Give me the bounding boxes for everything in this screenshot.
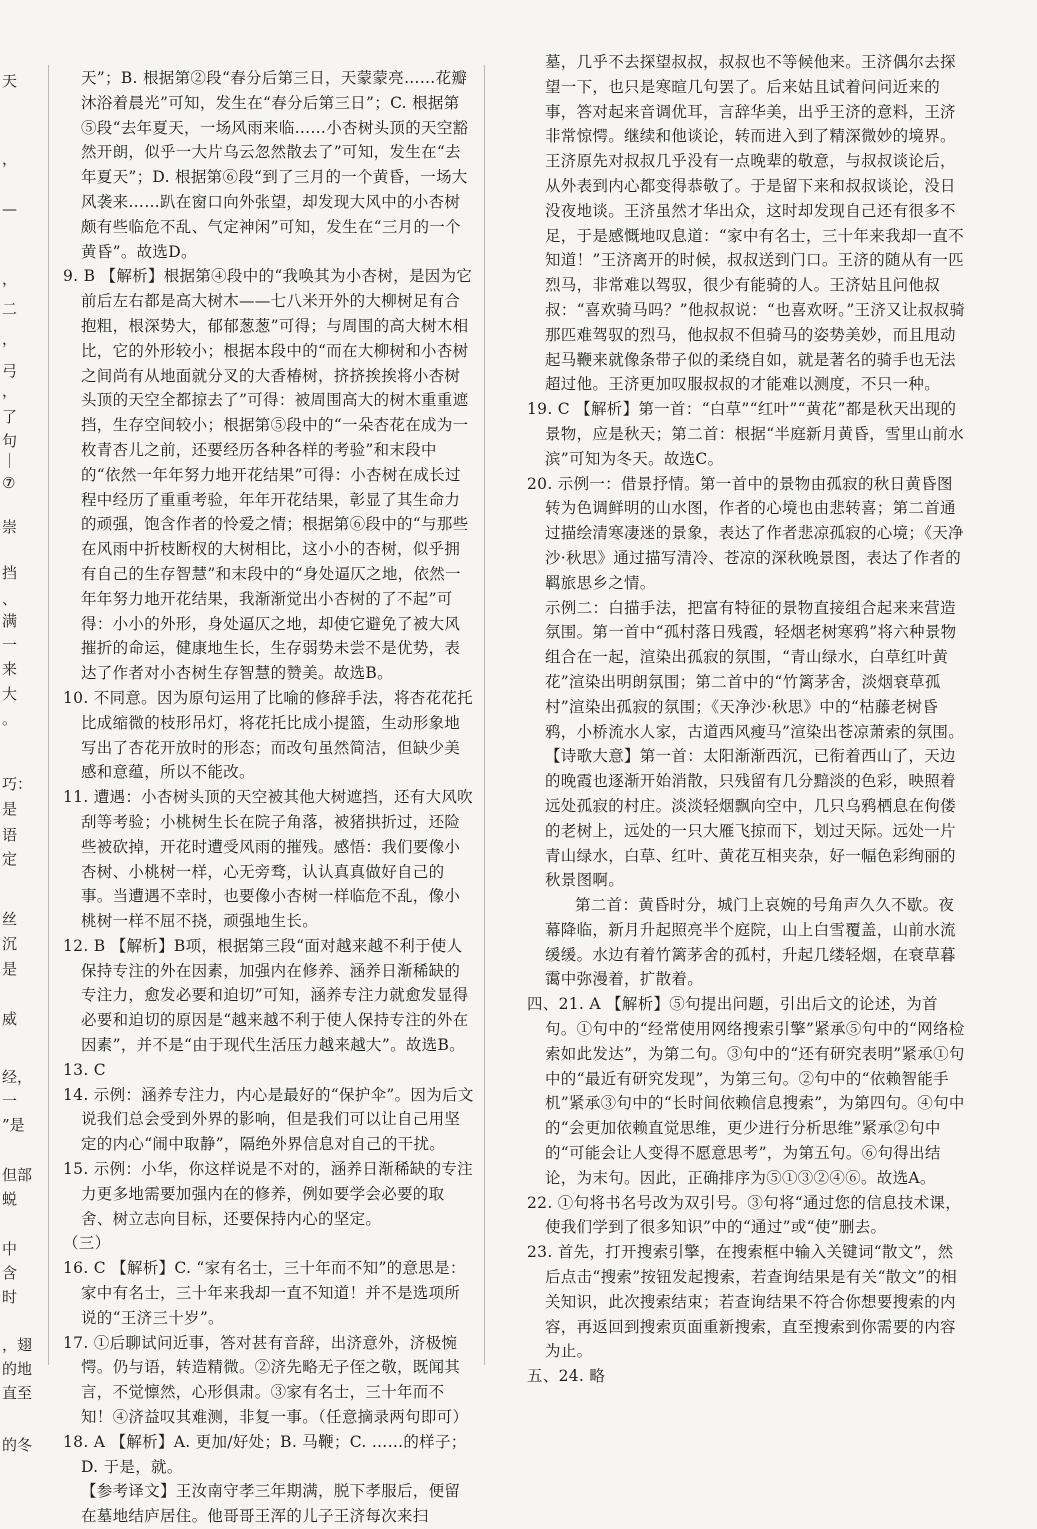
edge-fragment: 天 (2, 72, 18, 90)
column-divider (48, 65, 49, 1365)
answer-item-20: 20. 示例一：借景抒情。第一首中的景物由孤寂的秋日黄昏图转为色调鲜明的山水图，作者的心境也由悲转喜；第二首通过描绘清寒凄迷的景象，表达了作者悲凉孤寂的心境；《天净沙·秋思》通过描写清冷、苍凉的深秋晚景图，表达了作者的羁旅思乡之情。 (527, 474, 964, 592)
edge-fragment: ｜ (2, 452, 18, 470)
reference-translation-continued: 墓，几乎不去探望叔叔，叔叔也不等候他来。王济偶尔去探望一下，也只是寒暄几句罢了。后来姑且试着问问近来的事，答对起来音调优耳，言辞华美，出乎王济的意料，王济非常惊愕。继续和他谈论，转而进入到了精深微妙的境界。王济原先对叔叔几乎没有一点晚辈的敬意，与叔叔谈论后，从外表到内心都变得恭敬了。于是留下来和叔叔谈论，没日没夜地谈。王济虽然才华出众，这时却发现自己还有很多不足，于是感慨地叹息道：“家中有名士，三十年来我却一直不知道！”王济离开的时候，叔叔送到门口。王济的随从有一匹烈马，非常难以驾驭，很少有能骑的人。王济姑且问他叔叔：“喜欢骑马吗？”他叔叔说：“也喜欢呀。”王济又让叔叔骑那匹难驾驭的烈马，他叔叔不但骑马的姿势美妙，而且甩动起马鞭来就像条带子似的柔绕自如，就是著名的骑手也无法超过他。王济更加叹服叔叔的才能难以测度，不只一种。 (545, 53, 966, 394)
edge-fragment: ⑦ (2, 474, 16, 492)
answer-item-21: 四、21. A 【解析】⑤句提出问题，引出后文的论述，为首句。①句中的“经常使用网络搜索引擎”紧承⑤句中的“网络检索如此发达”，为第二句。③句中的“还有研究表明”紧承①句中的“最近有研究发现”，为第三句。②句中的“依赖智能手机”紧承③句中的“长时间依赖信息搜索”，为第四句。④句中的“会更加依赖直觉思维，更少进行分析思维”紧承②句中的“可能会让人变得不愿意思考”，为第五句。⑥句得出结论，为末句。因此，正确排序为⑤①③②④⑥。故选A。 (527, 995, 965, 1187)
edge-fragment: 二 (2, 300, 18, 318)
section-heading: （三） (63, 1234, 111, 1253)
edge-fragment: 一 (2, 636, 18, 654)
edge-fragment: 直至 (2, 1384, 33, 1402)
answer-column-right (527, 50, 967, 1389)
edge-fragment: 威 (2, 1010, 18, 1028)
edge-fragment: 定 (2, 850, 18, 868)
answer-item-18: 18. A 【解析】A. 更加/好处；B. 马鞭；C. ……的样子；D. 于是，就。 (63, 1432, 467, 1476)
edge-fragment: ， (2, 150, 18, 168)
answer-item-19: 19. C 【解析】第一首：“白草”“红叶”“黄花”都是秋天出现的景物，应是秋天；第二首：根据“半庭新月黄昏，雪里山前水滨”可知为冬天。故选C。 (527, 400, 965, 468)
edge-fragment: 大 (2, 685, 18, 703)
edge-fragment: 弓 (2, 362, 18, 380)
edge-fragment: 丝 (2, 910, 18, 928)
column-divider (484, 65, 485, 1365)
edge-fragment: 的冬 (2, 1436, 33, 1454)
answer-item-20-example-2: 示例二：白描手法，把富有特征的景物直接组合起来来营造氛围。第一首中“孤村落日残霞，轻烟老树寒鸦”将六种景物组合在一起，渲染出孤寂的氛围，“青山绿水，白草红叶黄花”渲染出明朗氛围；第二首中的“竹篱茅舍，淡烟衰草孤村”渲染出孤寂的氛围；《天净沙·秋思》中的“枯藤老树昏鸦，小桥流水人家，古道西风瘦马”渲染出苍凉萧索的氛围。 (545, 598, 965, 741)
edge-fragment: 是 (2, 800, 18, 818)
reference-translation: 【参考译文】王汝南守孝三年期满，脱下孝服后，便留在墓地结庐居住。他哥哥王浑的儿子王济每次来扫 (81, 1482, 461, 1526)
edge-fragment: 含 (2, 1264, 18, 1282)
edge-fragment: 、 (2, 590, 18, 608)
edge-fragment: 的地 (2, 1360, 33, 1378)
answer-item-17: 17. ①后聊试问近事，答对甚有音辞，出济意外，济极惋愕。仍与语，转造精微。②济先略无子侄之敬，既闻其言，不觉懔然，心形俱肃。③家有名士，三十年而不知！④济益叹其难测，非复一事。（任意摘录两句即可） (63, 1333, 469, 1427)
edge-fragment: 句 (2, 432, 18, 450)
edge-fragment: 满 (2, 612, 18, 630)
edge-fragment: 巧： (2, 775, 33, 793)
answer-item-23: 23. 首先，打开搜索引擎，在搜索框中输入关键词“散文”，然后点击“搜索”按钮发起搜索，若查询结果是有关“散文”的相关知识，此次搜索结束；若查询结果不符合你想要搜索的内容，再返回到搜索页面重新搜索，直至搜索到你需要的内容为止。 (527, 1243, 958, 1361)
edge-fragment: 中 (2, 1240, 18, 1258)
edge-fragment: 。 (2, 710, 18, 728)
edge-fragment: ，翅 (2, 1336, 33, 1354)
left-edge-cutoff-text (0, 0, 42, 1470)
edge-fragment: 挡 (2, 564, 18, 582)
answer-column-left (63, 66, 475, 1529)
edge-fragment: ， (2, 270, 18, 288)
answer-item-24: 五、24. 略 (527, 1367, 606, 1386)
answer-item-16: 16. C 【解析】C. “家有名士，三十年而不知”的意思是：家中有名士，三十年来我却一直不知道！并不是选项所说的“王济三十岁”。 (63, 1259, 466, 1327)
edge-fragment: 蜕 (2, 1190, 18, 1208)
answer-item-22: 22. ①句将书名号改为双引号。③句将“通过您的信息技术课，使我们学到了很多知识”中的“通过”或“使”删去。 (527, 1193, 962, 1237)
edge-fragment: 经， (2, 1068, 33, 1086)
edge-fragment: 语 (2, 826, 18, 844)
answer-item-14: 14. 示例：涵养专注力，内心是最好的“保护伞”。因为后文说我们总会受到外界的影响，但是我们可以让自己用坚定的内心“闹中取静”，隔绝外界信息对自己的干扰。 (63, 1085, 474, 1154)
edge-fragment: ， (2, 382, 18, 400)
edge-fragment: 沉 (2, 935, 18, 953)
edge-fragment: — (2, 200, 17, 218)
answer-item: 天”；B. 根据第②段“春分后第三日，天蒙蒙亮……花瓣沐浴着晨光”可知，发生在“春分后第三日”；C. 根据第⑤段“去年夏天，一场风雨来临……小杏树头顶的天空豁然开朗，似乎一大片乌云忽然散去了”可知，发生在“去年夏天”；D. 根据第⑥段“到了三月的一个黄昏，一场大风袭来……趴在窗口向外张望，却发现大风中的小杏树颇有些临危不乱、气定神闲”可知，发生在“三月的一个黄昏”。故选D。 (81, 69, 469, 261)
poem-meaning-second: 第二首：黄昏时分，城门上哀婉的号角声久久不歇。夜幕降临，新月升起照亮半个庭院，山上白雪覆盖，山前水流缓缓。水边有着竹篱茅舍的孤村，升起几缕轻烟，在衰草暮霭中弥漫着，扩散着。 (545, 896, 956, 989)
answer-item-11: 11. 遭遇：小杏树头顶的天空被其他大树遮挡，还有大风吹刮等考验；小桃树生长在院子角落，被猪拱折过，还险些被砍掉，开花时遭受风雨的摧残。感悟：我们要像小杏树、小桃树一样，心无旁骛，认认真真做好自己的事。当遭遇不幸时，也要像小杏树一样临危不乱，像小桃树一样不屈不挠，顽强地生长。 (63, 788, 473, 931)
answer-item-12: 12. B 【解析】B项，根据第三段“面对越来越不利于使人保持专注的外在因素，加强内在修养、涵养日渐稀缺的专注力，愈发必要和迫切”可知，涵养专注力就愈发显得必要和迫切的原因是“越来越不利于使人保持专注的外在因素”，并不是“由于现代生活压力越来越大”。故选B。 (63, 936, 469, 1055)
answer-item-9: 9. B 【解析】根据第④段中的“我唤其为小杏树，是因为它前后左右都是高大树木——七八米开外的大柳树足有合抱粗，根深势大，郁郁葱葱”可得；与周围的高大树木相比，它的外形较小；根据本段中的“而在大柳树和小杏树之间尚有从地面就分叉的大香椿树，挤挤挨挨将小杏树头顶的天空全都掠去了”可得：被周围高大的树木重重遮挡，生存空间较小；根据第⑤段中的“一朵杏花在成为一枚青杏儿之前，还要经历各种各样的考验”和末段中的“依然一年年努力地开花结果”可得：小杏树在成长过程中经历了重重考验，年年开花结果，彰显了其生命力的顽强，饱含作者的怜爱之情；根据第⑥段中的“与那些在风雨中折枝断杈的大树相比，这小小的杏树，似乎拥有自己的生存智慧”和末段中的“身处逼仄之地，依然一年年努力地开花结果，我渐渐觉出小杏树的了不起”可得：小小的外形，身处逼仄之地，却使它避免了被大风摧折的命运，健康地生长，生存弱势未尝不是优势，表达了作者对小杏树生存智慧的赞美。故选B。 (63, 267, 473, 683)
edge-fragment: 是 (2, 960, 18, 978)
edge-fragment: 但部 (2, 1166, 33, 1184)
answer-item-15: 15. 示例：小华，你这样说是不对的，涵养日渐稀缺的专注力更多地需要加强内在的修养，例如要学会必要的取舍、树立志向目标，还要保持内心的坚定。 (63, 1160, 473, 1228)
answer-item-10: 10. 不同意。因为原句运用了比喻的修辞手法，将杏花花托比成缩微的枝形吊灯，将花托比成小提篮，生动形象地写出了杏花开放时的形态；而改句虽然简洁，但缺少美感和意蕴，所以不能改。 (63, 688, 473, 782)
edge-fragment: ”是 (2, 1116, 25, 1134)
edge-fragment: 时 (2, 1288, 18, 1306)
poem-meaning: 【诗歌大意】第一首：太阳渐渐西沉，已衔着西山了，天边的晚霞也逐渐开始消散，只残留有几分黯淡的色彩，映照着远处孤寂的村庄。淡淡轻烟飘向空中，几只乌鸦栖息在佝偻的老树上，远处的一只大雁飞掠而下，划过天际。远处一片青山绿水，白草、红叶、黄花互相夹杂，好一幅色彩绚丽的秋景图啊。 (545, 747, 956, 890)
edge-fragment: 一 (2, 1092, 18, 1110)
edge-fragment: 来 (2, 660, 18, 678)
edge-fragment: 崇 (2, 518, 18, 536)
answer-item-13: 13. C (63, 1060, 106, 1079)
edge-fragment: ， (2, 330, 18, 348)
edge-fragment: 了 (2, 408, 18, 426)
